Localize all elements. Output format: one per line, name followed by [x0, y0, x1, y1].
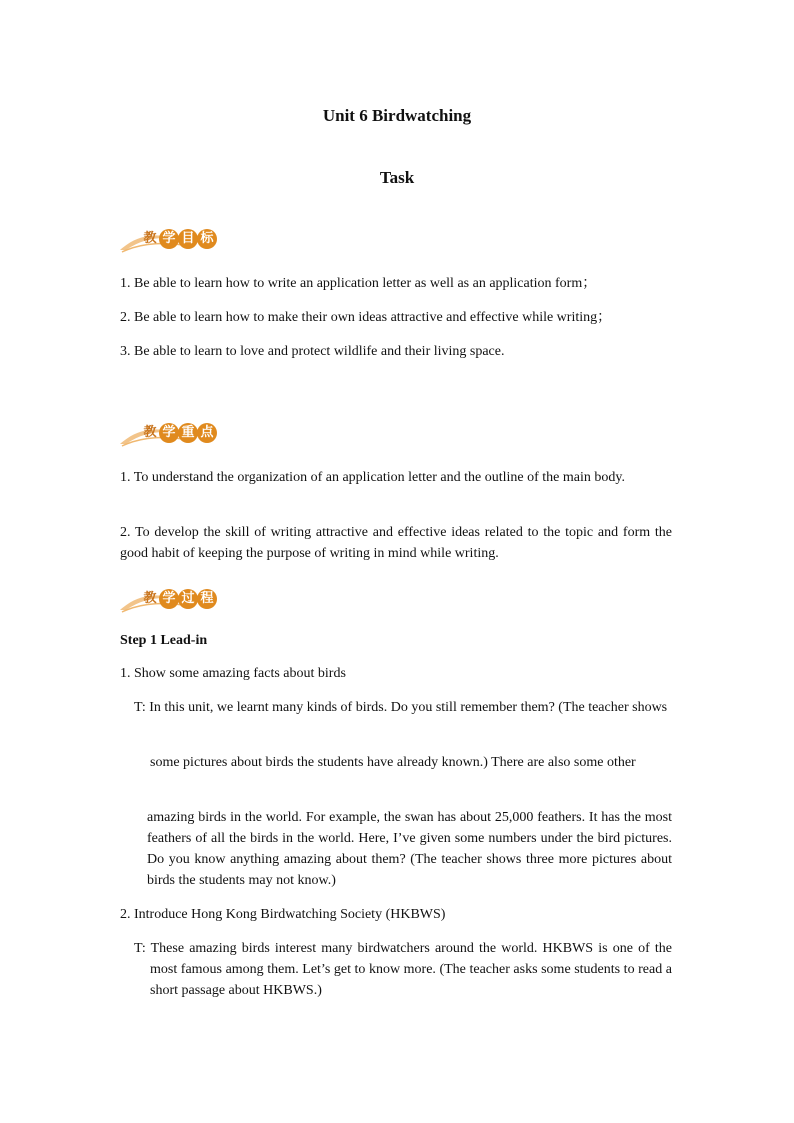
process-item: 1. Show some amazing facts about birds — [120, 666, 346, 681]
badge-char: 学 — [159, 229, 179, 249]
section-badge-key-points — [118, 418, 228, 448]
process-item: 2. Introduce Hong Kong Birdwatching Society (HKBWS) — [120, 907, 446, 922]
badge-char: 教 — [143, 591, 157, 606]
objective-item: 1. Be able to learn how to write an application letter as well as an application form； — [120, 276, 597, 291]
key-point-item: 2. To develop the skill of writing attractive and effective ideas related to the topic and form the good habit of keeping the purpose of writing in mind while writing. — [120, 525, 672, 561]
badge-char: 教 — [143, 425, 157, 440]
badge-char: 标 — [197, 229, 217, 249]
section-badge-process — [118, 584, 228, 614]
badge-char: 程 — [197, 589, 217, 609]
key-point-item: 1. To understand the organization of an application letter and the outline of the main body. — [120, 470, 625, 485]
badge-char: 目 — [178, 229, 198, 249]
objective-item: 2. Be able to learn how to make their own ideas attractive and effective while writing； — [120, 310, 612, 325]
process-paragraph: T: In this unit, we learnt many kinds of birds. Do you still remember them? (The teacher shows — [134, 700, 668, 715]
process-paragraph: amazing birds in the world. For example, the swan has about 25,000 feathers. It has the most feathers of all the birds in the world. Here, I’ve given some numbers under the bird pictures. Do you know anything amazing about them? (The teacher shows three more pictures about birds the students may not know.) — [147, 810, 672, 888]
page-title: Unit 6 Birdwatching — [322, 106, 472, 125]
objective-item: 3. Be able to learn to love and protect wildlife and their living space. — [120, 344, 505, 359]
badge-char: 教 — [143, 231, 157, 246]
section-badge-objectives — [118, 224, 228, 254]
process-paragraph: T: These amazing birds interest many birdwatchers around the world. HKBWS is one of the most famous among them. Let’s get to know more. (The teacher asks some students to read a short passage about HKBWS.) — [134, 941, 672, 998]
page-subtitle: Task — [379, 168, 415, 187]
badge-char: 点 — [197, 423, 217, 443]
badge-char: 重 — [178, 423, 198, 443]
step-heading: Step 1 Lead-in — [120, 633, 208, 648]
badge-char: 学 — [159, 423, 179, 443]
badge-char: 学 — [159, 589, 179, 609]
badge-char: 过 — [178, 589, 198, 609]
process-paragraph: some pictures about birds the students have already known.) There are also some other — [150, 755, 636, 770]
